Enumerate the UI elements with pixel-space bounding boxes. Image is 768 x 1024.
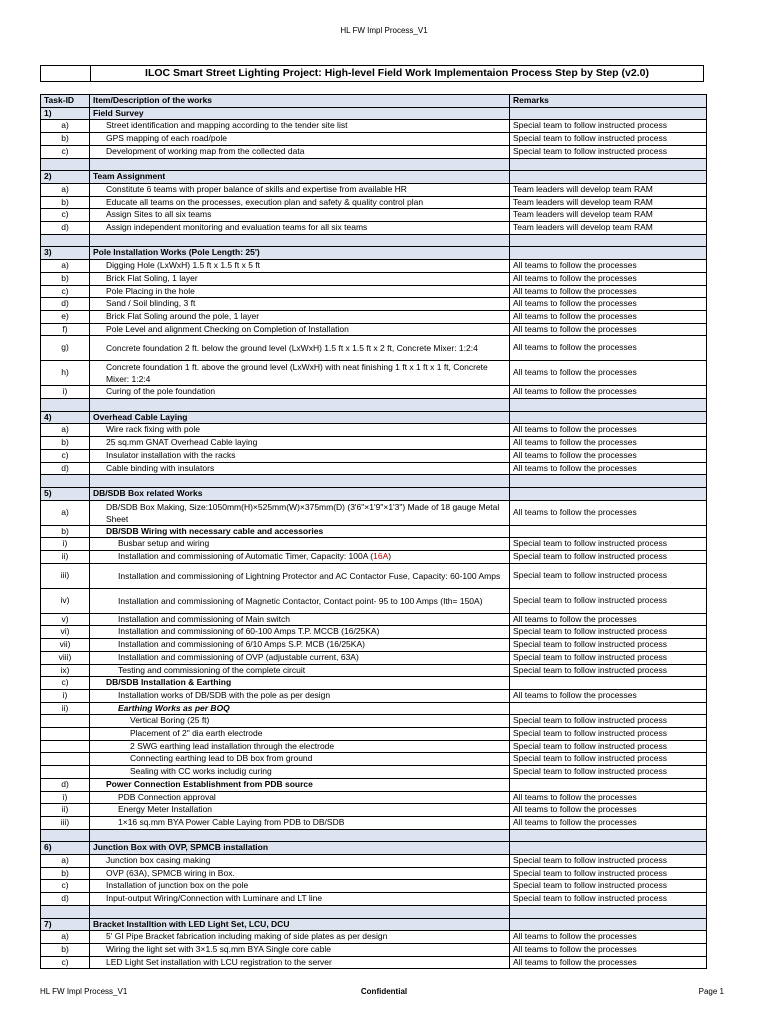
- remarks-cell: [510, 918, 707, 931]
- task-id-cell: c): [41, 956, 90, 969]
- remarks-cell: [510, 842, 707, 855]
- description-cell: Cable binding with insulators: [90, 462, 510, 475]
- description-cell: Placement of 2" dia earth electrode: [90, 728, 510, 741]
- task-row: [41, 715, 707, 728]
- remarks-cell: Special team to follow instructed process: [510, 551, 707, 564]
- task-id-cell: 6): [41, 842, 90, 855]
- task-id-cell: vii): [41, 639, 90, 652]
- task-row: [41, 664, 707, 677]
- task-id-cell: g): [41, 336, 90, 361]
- description-cell: Concrete foundation 1 ft. above the ground level (LxWxH) with neat finishing 1 ft x 1 ft x 1 ft, Concrete Mixer: 1:2:4: [90, 361, 510, 386]
- task-id-cell: b): [41, 133, 90, 146]
- remarks-cell: Special team to follow instructed process: [510, 626, 707, 639]
- section-title-cell: DB/SDB Box related Works: [90, 487, 510, 500]
- spacer-cell: [90, 475, 510, 488]
- title-box: [40, 65, 704, 82]
- spacer-cell: [90, 905, 510, 918]
- task-row: [41, 931, 707, 944]
- remarks-cell: Special team to follow instructed process: [510, 538, 707, 551]
- task-id-cell: viii): [41, 651, 90, 664]
- highlighted-value: 16A: [373, 551, 389, 562]
- remarks-cell: All teams to follow the processes: [510, 424, 707, 437]
- spacer-cell: [510, 158, 707, 171]
- section-row: [41, 487, 707, 500]
- task-row: [41, 855, 707, 868]
- remarks-cell: All teams to follow the processes: [510, 449, 707, 462]
- remarks-cell: All teams to follow the processes: [510, 613, 707, 626]
- remarks-cell: Special team to follow instructed process: [510, 715, 707, 728]
- task-id-cell: i): [41, 538, 90, 551]
- task-id-cell: i): [41, 689, 90, 702]
- description-cell: 25 sq.mm GNAT Overhead Cable laying: [90, 437, 510, 450]
- description-cell: Pole Placing in the hole: [90, 285, 510, 298]
- task-id-cell: d): [41, 222, 90, 235]
- description-cell: Development of working map from the collected data: [90, 145, 510, 158]
- spacer-cell: [41, 829, 90, 842]
- remarks-cell: All teams to follow the processes: [510, 386, 707, 399]
- task-id-cell: 7): [41, 918, 90, 931]
- description-cell: Energy Meter Installation: [90, 804, 510, 817]
- remarks-cell: All teams to follow the processes: [510, 956, 707, 969]
- remarks-cell: [510, 778, 707, 791]
- description-cell: Connecting earthing lead to DB box from ground: [90, 753, 510, 766]
- task-id-cell: v): [41, 613, 90, 626]
- task-id-cell: [41, 715, 90, 728]
- spacer-cell: [41, 475, 90, 488]
- task-id-cell: d): [41, 462, 90, 475]
- task-id-cell: ii): [41, 551, 90, 564]
- remarks-cell: All teams to follow the processes: [510, 931, 707, 944]
- description-cell: 2 SWG earthing lead installation through the electrode: [90, 740, 510, 753]
- description-cell: Installation and commissioning of 6/10 Amps S.P. MCB (16/25KA): [90, 639, 510, 652]
- remarks-cell: All teams to follow the processes: [510, 437, 707, 450]
- remarks-cell: Special team to follow instructed process: [510, 893, 707, 906]
- description-cell: PDB Connection approval: [90, 791, 510, 804]
- task-row: [41, 753, 707, 766]
- remarks-cell: All teams to follow the processes: [510, 791, 707, 804]
- description-cell: Sealing with CC works includig curing: [90, 766, 510, 779]
- description-cell: Concrete foundation 2 ft. below the ground level (LxWxH) 1.5 ft x 1.5 ft x 2 ft, Concrete Mixer: 1:2:4: [90, 336, 510, 361]
- remarks-cell: All teams to follow the processes: [510, 816, 707, 829]
- description-cell: Pole Level and alignment Checking on Completion of Installation: [90, 323, 510, 336]
- spacer-cell: [510, 399, 707, 412]
- task-row: [41, 310, 707, 323]
- remarks-cell: Special team to follow instructed process: [510, 740, 707, 753]
- remarks-cell: Special team to follow instructed process: [510, 855, 707, 868]
- task-row: [41, 145, 707, 158]
- task-id-cell: c): [41, 209, 90, 222]
- spacer-row: [41, 475, 707, 488]
- task-row: [41, 816, 707, 829]
- page-header: HL FW Impl Process_V1: [340, 26, 428, 35]
- remarks-cell: Special team to follow instructed process: [510, 563, 707, 588]
- task-id-cell: c): [41, 285, 90, 298]
- description-cell: [90, 551, 510, 564]
- task-id-cell: 3): [41, 247, 90, 260]
- spacer-cell: [510, 234, 707, 247]
- task-row: [41, 880, 707, 893]
- section-title-cell: Field Survey: [90, 107, 510, 120]
- task-row: [41, 551, 707, 564]
- task-id-cell: b): [41, 525, 90, 538]
- task-id-cell: c): [41, 880, 90, 893]
- task-row: [41, 500, 707, 525]
- task-row: [41, 728, 707, 741]
- description-cell: Installation and commissioning of 60-100 Amps T.P. MCCB (16/25KA): [90, 626, 510, 639]
- remarks-cell: Special team to follow instructed process: [510, 120, 707, 133]
- task-id-cell: h): [41, 361, 90, 386]
- task-id-cell: 1): [41, 107, 90, 120]
- task-id-cell: b): [41, 437, 90, 450]
- footer-confidential: Confidential: [360, 987, 408, 996]
- task-row: [41, 626, 707, 639]
- task-id-cell: b): [41, 867, 90, 880]
- description-cell: Input-output Wiring/Connection with Luminare and LT line: [90, 893, 510, 906]
- task-row: [41, 563, 707, 588]
- spacer-cell: [510, 829, 707, 842]
- task-row: [41, 449, 707, 462]
- task-row: [41, 740, 707, 753]
- section-title-cell: Pole Installation Works (Pole Length: 25'): [90, 247, 510, 260]
- description-cell: Wiring the light set with 3×1.5 sq.mm BYA Single core cable: [90, 943, 510, 956]
- task-row: [41, 702, 707, 715]
- col-header-remarks: Remarks: [510, 95, 707, 108]
- task-row: [41, 804, 707, 817]
- description-cell: LED Light Set installation with LCU registration to the server: [90, 956, 510, 969]
- spacer-row: [41, 829, 707, 842]
- remarks-cell: All teams to follow the processes: [510, 689, 707, 702]
- spacer-cell: [41, 399, 90, 412]
- task-id-cell: a): [41, 500, 90, 525]
- task-id-cell: d): [41, 298, 90, 311]
- remarks-cell: All teams to follow the processes: [510, 323, 707, 336]
- task-id-cell: [41, 740, 90, 753]
- task-row: [41, 285, 707, 298]
- section-row: [41, 918, 707, 931]
- remarks-cell: Special team to follow instructed process: [510, 588, 707, 613]
- task-id-cell: iii): [41, 816, 90, 829]
- task-row: [41, 361, 707, 386]
- task-row: [41, 298, 707, 311]
- task-row: [41, 183, 707, 196]
- task-id-cell: vi): [41, 626, 90, 639]
- description-cell: Junction box casing making: [90, 855, 510, 868]
- task-id-cell: b): [41, 943, 90, 956]
- task-row: [41, 120, 707, 133]
- remarks-cell: Special team to follow instructed process: [510, 639, 707, 652]
- task-row: [41, 462, 707, 475]
- task-row: [41, 336, 707, 361]
- footer-left: HL FW Impl Process_V1: [40, 987, 128, 996]
- task-row: [41, 677, 707, 690]
- description-cell: Installation and commissioning of Main switch: [90, 613, 510, 626]
- task-id-cell: a): [41, 120, 90, 133]
- remarks-cell: [510, 247, 707, 260]
- task-id-cell: c): [41, 145, 90, 158]
- description-cell: 5' GI Pipe Bracket fabrication including making of side plates as per design: [90, 931, 510, 944]
- task-id-cell: [41, 766, 90, 779]
- task-row: [41, 639, 707, 652]
- remarks-cell: Special team to follow instructed process: [510, 145, 707, 158]
- page-title: ILOC Smart Street Lighting Project: High-level Field Work Implementaion Process Step by Step (v2.0): [145, 67, 649, 79]
- spacer-row: [41, 905, 707, 918]
- remarks-cell: All teams to follow the processes: [510, 272, 707, 285]
- remarks-cell: All teams to follow the processes: [510, 943, 707, 956]
- remarks-cell: Team leaders will develop team RAM: [510, 196, 707, 209]
- description-cell: Installation and commissioning of Lightning Protector and AC Contactor Fuse, Capacity: 60-100 Amps: [90, 563, 510, 588]
- task-row: [41, 778, 707, 791]
- remarks-cell: Special team to follow instructed process: [510, 651, 707, 664]
- description-cell: Sand / Soil blinding, 3 ft: [90, 298, 510, 311]
- col-header-description: Item/Description of the works: [90, 95, 510, 108]
- spacer-cell: [90, 829, 510, 842]
- task-id-cell: b): [41, 196, 90, 209]
- description-cell: Testing and commissioning of the complete circuit: [90, 664, 510, 677]
- remarks-cell: Special team to follow instructed process: [510, 133, 707, 146]
- task-row: [41, 196, 707, 209]
- section-row: [41, 411, 707, 424]
- description-cell: Constitute 6 teams with proper balance of skills and expertise from available HR: [90, 183, 510, 196]
- task-row: [41, 651, 707, 664]
- spacer-cell: [90, 158, 510, 171]
- remarks-cell: All teams to follow the processes: [510, 285, 707, 298]
- description-cell: Assign independent monitoring and evaluation teams for all six teams: [90, 222, 510, 235]
- task-id-cell: f): [41, 323, 90, 336]
- description-cell: Installation and commissioning of Magnetic Contactor, Contact point- 95 to 100 Amps (Ith= 150A): [90, 588, 510, 613]
- remarks-cell: All teams to follow the processes: [510, 462, 707, 475]
- task-id-cell: a): [41, 260, 90, 273]
- task-id-cell: e): [41, 310, 90, 323]
- task-row: [41, 222, 707, 235]
- task-id-cell: a): [41, 183, 90, 196]
- task-id-cell: i): [41, 386, 90, 399]
- remarks-cell: Special team to follow instructed process: [510, 867, 707, 880]
- spacer-cell: [41, 158, 90, 171]
- remarks-cell: Special team to follow instructed process: [510, 728, 707, 741]
- remarks-cell: [510, 171, 707, 184]
- description-text: Installation and commissioning of Automatic Timer, Capacity: 100A (: [118, 551, 374, 562]
- description-cell: Educate all teams on the processes, execution plan and safety & quality control plan: [90, 196, 510, 209]
- task-id-cell: ii): [41, 804, 90, 817]
- spacer-row: [41, 234, 707, 247]
- description-cell: DB/SDB Installation & Earthing: [90, 677, 510, 690]
- title-blank-cell: [41, 66, 91, 81]
- table-header-row: [41, 95, 707, 108]
- task-id-cell: [41, 753, 90, 766]
- description-cell: Installation and commissioning of OVP (adjustable current, 63A): [90, 651, 510, 664]
- task-row: [41, 867, 707, 880]
- task-row: [41, 893, 707, 906]
- remarks-cell: All teams to follow the processes: [510, 361, 707, 386]
- remarks-cell: [510, 411, 707, 424]
- description-cell: Busbar setup and wiring: [90, 538, 510, 551]
- remarks-cell: All teams to follow the processes: [510, 804, 707, 817]
- description-cell: Vertical Boring (25 ft): [90, 715, 510, 728]
- remarks-cell: [510, 107, 707, 120]
- remarks-cell: Special team to follow instructed process: [510, 880, 707, 893]
- task-id-cell: ii): [41, 702, 90, 715]
- task-row: [41, 525, 707, 538]
- remarks-cell: [510, 677, 707, 690]
- remarks-cell: Team leaders will develop team RAM: [510, 209, 707, 222]
- spacer-cell: [510, 905, 707, 918]
- task-id-cell: a): [41, 424, 90, 437]
- task-id-cell: b): [41, 272, 90, 285]
- task-row: [41, 260, 707, 273]
- task-id-cell: a): [41, 931, 90, 944]
- remarks-cell: Team leaders will develop team RAM: [510, 183, 707, 196]
- remarks-cell: All teams to follow the processes: [510, 260, 707, 273]
- remarks-cell: All teams to follow the processes: [510, 298, 707, 311]
- remarks-cell: [510, 702, 707, 715]
- section-title-cell: Junction Box with OVP, SPMCB installation: [90, 842, 510, 855]
- task-row: [41, 538, 707, 551]
- task-row: [41, 133, 707, 146]
- footer-page-number: Page 1: [698, 987, 724, 996]
- task-id-cell: i): [41, 791, 90, 804]
- task-id-cell: 4): [41, 411, 90, 424]
- task-id-cell: d): [41, 893, 90, 906]
- description-cell: DB/SDB Wiring with necessary cable and accessories: [90, 525, 510, 538]
- task-row: [41, 689, 707, 702]
- description-cell: Insulator installation with the racks: [90, 449, 510, 462]
- description-cell: 1×16 sq.mm BYA Power Cable Laying from PDB to DB/SDB: [90, 816, 510, 829]
- description-cell: Street identification and mapping according to the tender site list: [90, 120, 510, 133]
- task-id-cell: c): [41, 449, 90, 462]
- task-id-cell: iii): [41, 563, 90, 588]
- spacer-row: [41, 158, 707, 171]
- description-cell: Curing of the pole foundation: [90, 386, 510, 399]
- task-id-cell: iv): [41, 588, 90, 613]
- remarks-cell: [510, 525, 707, 538]
- spacer-cell: [90, 234, 510, 247]
- task-row: [41, 766, 707, 779]
- description-cell: Brick Flat Soling, 1 layer: [90, 272, 510, 285]
- section-row: [41, 171, 707, 184]
- remarks-cell: Special team to follow instructed process: [510, 753, 707, 766]
- task-id-cell: 5): [41, 487, 90, 500]
- task-row: [41, 386, 707, 399]
- task-row: [41, 437, 707, 450]
- description-cell: Assign Sites to all six teams: [90, 209, 510, 222]
- remarks-cell: Special team to follow instructed process: [510, 766, 707, 779]
- remarks-cell: All teams to follow the processes: [510, 500, 707, 525]
- description-cell: Digging Hole (LxWxH) 1.5 ft x 1.5 ft x 5 ft: [90, 260, 510, 273]
- description-cell: Wire rack fixing with pole: [90, 424, 510, 437]
- task-id-cell: a): [41, 855, 90, 868]
- description-cell: Installation of junction box on the pole: [90, 880, 510, 893]
- remarks-cell: Special team to follow instructed process: [510, 664, 707, 677]
- task-row: [41, 943, 707, 956]
- spacer-cell: [510, 475, 707, 488]
- task-id-cell: 2): [41, 171, 90, 184]
- remarks-cell: [510, 487, 707, 500]
- description-cell: Power Connection Establishment from PDB source: [90, 778, 510, 791]
- description-cell: DB/SDB Box Making, Size:1050mm(H)×525mm(W)×375mm(D) (3'6"×1'9"×1'3") Made of 18 gauge Metal Sheet: [90, 500, 510, 525]
- spacer-cell: [90, 399, 510, 412]
- task-id-cell: c): [41, 677, 90, 690]
- task-row: [41, 791, 707, 804]
- process-table: [40, 94, 707, 969]
- description-cell: Brick Flat Soling around the pole, 1 layer: [90, 310, 510, 323]
- task-id-cell: ix): [41, 664, 90, 677]
- task-row: [41, 272, 707, 285]
- description-cell: OVP (63A), SPMCB wiring in Box.: [90, 867, 510, 880]
- description-cell: GPS mapping of each road/pole: [90, 133, 510, 146]
- spacer-row: [41, 399, 707, 412]
- section-title-cell: Team Assignment: [90, 171, 510, 184]
- description-suffix: ): [388, 551, 392, 562]
- task-row: [41, 323, 707, 336]
- section-title-cell: Bracket Installtion with LED Light Set, LCU, DCU: [90, 918, 510, 931]
- task-row: [41, 209, 707, 222]
- task-row: [41, 956, 707, 969]
- section-row: [41, 107, 707, 120]
- task-id-cell: d): [41, 778, 90, 791]
- task-row: [41, 588, 707, 613]
- task-row: [41, 613, 707, 626]
- remarks-cell: All teams to follow the processes: [510, 310, 707, 323]
- section-title-cell: Overhead Cable Laying: [90, 411, 510, 424]
- spacer-cell: [41, 905, 90, 918]
- description-cell: Installation works of DB/SDB with the pole as per design: [90, 689, 510, 702]
- task-row: [41, 424, 707, 437]
- task-id-cell: [41, 728, 90, 741]
- remarks-cell: Team leaders will develop team RAM: [510, 222, 707, 235]
- section-row: [41, 842, 707, 855]
- col-header-task-id: Task-ID: [41, 95, 90, 108]
- description-cell: Earthing Works as per BOQ: [90, 702, 510, 715]
- remarks-cell: All teams to follow the processes: [510, 336, 707, 361]
- spacer-cell: [41, 234, 90, 247]
- section-row: [41, 247, 707, 260]
